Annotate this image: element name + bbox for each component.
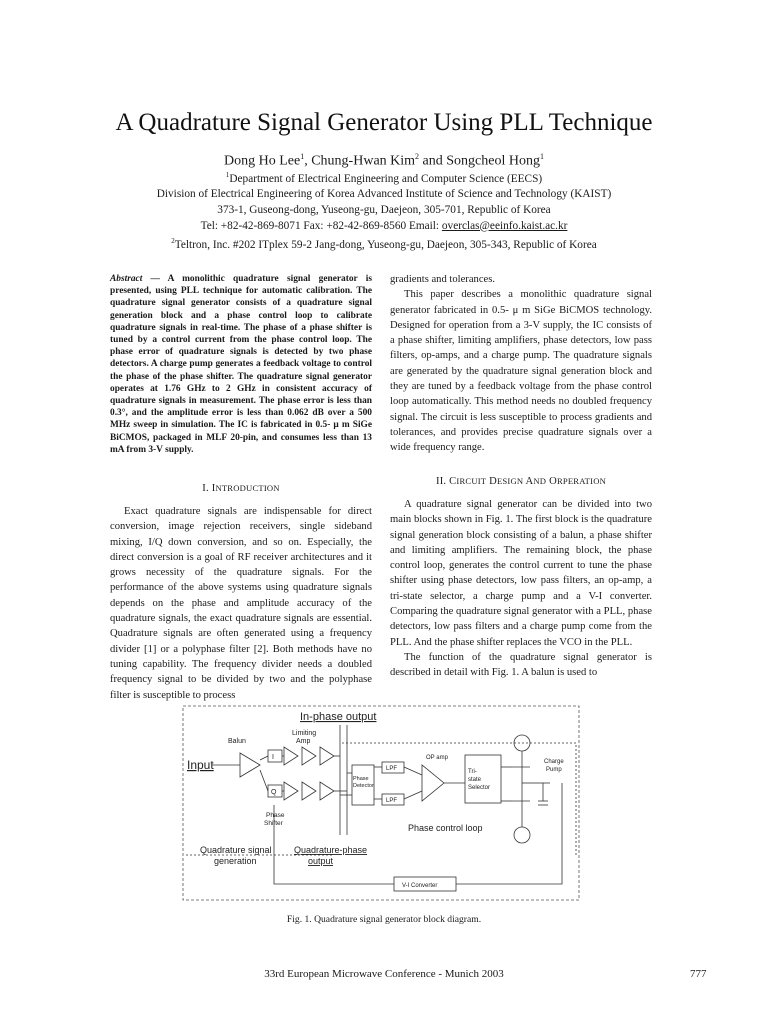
author-3: Songcheol Hong [446,153,540,169]
heading-smallcaps: RPERATION [556,476,607,486]
balun-label: Balun [228,738,246,745]
current-source-bottom [514,827,530,843]
abstract-lead: Abstract [110,274,143,284]
affiliation-contact [0,219,768,235]
block-diagram-svg [182,705,580,901]
author-3-affil: 1 [539,152,544,161]
circuit-design-paragraph-2: The function of the quadrature signal generator is described in detail with Fig. 1. A balun is used to [390,651,652,679]
author-sep: , [304,153,312,169]
page-number: 777 [690,968,707,980]
phase-control-loop-label: Phase control loop [408,823,483,833]
op-amp-label: OP amp [426,755,448,761]
author-and: and [419,153,447,169]
lpf-bottom-label: LPF [386,798,398,804]
circuit-design-paragraph-1: A quadrature signal generator can be divided into two main blocks shown in Fig. 1. The first block is the quadrature signal generation block consisting of a balun, a phase shifter and limiting amplifiers. The remaining block, the phase control loop, generates the control current to tune the phase shifter using phase detectors, low pass filters, an op-amp, a tri-state selector, a charge pump and a V-I converter. Comparing the quadrature signal generator with a PLL, phase detectors, low pass filters and a charge pump come from the PLL. And the phase shifter replaces the VCO in the PLL. [390,499,652,648]
section-heading-introduction [110,483,372,494]
phase-detector-label-2: Detector [353,783,374,789]
introduction-body [110,504,372,703]
tristate-label-1: Tri- [468,769,477,775]
author-1-affil: 1 [300,152,305,161]
continued-text: gradients and tolerances. [390,274,496,285]
affiliation-dept: Department of Electrical Engineering and Computer Science (EECS) [229,172,543,185]
section-heading-circuit-design [390,476,652,487]
input-label: Input [187,758,214,772]
page-footer: 33rd European Microwave Conference - Munich 2003 [264,968,504,980]
abstract [110,273,372,456]
heading-initial: A [525,476,534,487]
phase-detector-label-1: Phase [353,776,369,782]
affiliation-address: 373-1, Guseong-dong, Yuseong-gu, Daejeon, 305-701, Republic of Korea [217,203,551,216]
heading-smallcaps: NTRODUCTION [215,483,280,493]
i-label: I [272,754,274,761]
author-1: Dong Ho Lee [224,153,301,169]
generation-label-2: generation [214,856,257,866]
vi-converter-label: V-I Converter [402,883,438,889]
affil-2-marker: 2 [171,237,175,246]
phase-shifter-i-box [268,750,282,762]
abstract-text: A monolithic quadrature signal generator is presented, using PLL technique for automatic calibration. The quadrature signal generator consists of a quadrature signal generation block and a phase control loop to calibrate quadrature signals in real-time. The phase of a phase shifter is tuned by a control current from the phase control loop. The phase error of quadrature signals is detected by two phase detectors. A charge pump generates a feedback voltage to control the phase of the phase shifter. The quadrature signal generator operates at 1.76 GHz to 2 GHz in consistent accuracy of quadrature signals in measurement. The phase error is less than 0.3°, and the amplitude error is less than 0.062 dB over a 500 MHz sweep in simulation. The IC is fabricated in 0.5- μ m SiGe BiCMOS, packaged in MLF 20-pin, and consumes less than 13 mA from 3-V supply. [110,274,372,455]
right-column-intro [390,272,652,456]
paper-description-paragraph: This paper describes a monolithic quadrature signal generator fabricated in 0.5- μ m SiGe BiCMOS technology. Designed for operation from a 3-V supply, the IC consists of a phase shifter, limiting amplifiers, phase detectors, low pass filters, op-amps, and a charge pump. The quadrature signals are generated by the quadrature signal generation block and they are tuned by a feedback voltage from the phase control loop automatically. This method needs no doubled frequency signal. The circuit is less susceptible to process gradients and tolerances, and provides precise quadrature signals over a wide frequency range. [390,289,652,454]
affiliation-line-1 [0,168,768,187]
affiliation-line-2: Division of Electrical Engineering of Korea Advanced Institute of Science and Technology (KAIST) [156,188,612,201]
heading-smallcaps: ESIGN [496,476,524,486]
charge-pump-label-2: Pump [546,767,562,773]
author-2: Chung-Hwan Kim [311,153,416,169]
block-diagram-figure [182,705,580,901]
tristate-label-2: state [468,777,482,783]
quadrature-output-label-1: Quadrature-phase [294,845,368,855]
affiliation-line-5 [0,234,768,253]
contact-numbers: Tel: +82-42-869-8071 Fax: +82-42-869-8560 Email: [200,219,442,232]
affiliations [0,168,768,254]
paper-title: A Quadrature Signal Generator Using PLL Technique [115,109,653,136]
inphase-output-label: In-phase output [300,711,377,723]
lpf-top-label: LPF [386,766,398,772]
section-numeral: I. [202,483,212,494]
amp-label: Amp [296,738,311,745]
heading-smallcaps: ND [533,476,547,486]
introduction-paragraph: Exact quadrature signals are indispensable for direct conversion, image rejection receivers, single sideband mixing, I/Q down conversion, and so on. Especially, the direct conversion is a goal of RF receiver architectures and it grows necessity of the quadrature signals. For the performance of the above systems using quadrature signals depends on the phase and amplitude accuracy of the quadrature signals, the exact quadrature signals are essential. Quadrature signals are often generated using a frequency divider [1] or a polyphase filter [2]. Both methods have no tuning capability. The frequency divider needs a doubled frequency signal to be divided by two and the polyphase filter is susceptible to process [110,506,372,701]
circuit-design-body [390,497,652,681]
heading-initial: D [489,476,497,487]
quadrature-output-label-2: output [308,856,334,866]
heading-initial: O [549,476,557,487]
abstract-dash: — [142,274,168,284]
op-amp-symbol [422,765,444,801]
heading-initial: C [449,476,457,487]
email-link[interactable]: overclas@eeinfo.kaist.ac.kr [441,219,568,232]
balun-symbol [240,753,260,777]
generation-label-1: Quadrature signal [200,845,272,855]
author-2-affil: 2 [415,152,420,161]
section-numeral: II. [435,476,450,487]
limiting-label: Limiting [292,730,317,737]
affil-1-marker: 1 [225,171,230,179]
affiliation-company: Teltron, Inc. #202 ITplex 59-2 Jang-dong, Yuseong-gu, Daejeon, 305-343, Republic of Korea [174,238,597,251]
charge-pump-label-1: Charge [544,759,564,765]
heading-initial: I [211,483,216,494]
figure-caption: Fig. 1. Quadrature signal generator block diagram. [286,914,482,925]
phase-shifter-label-2: Shifter [264,820,283,827]
heading-smallcaps: IRCUIT [456,476,487,486]
q-label: Q [271,789,277,796]
tristate-label-3: Selector [468,785,491,791]
phase-shifter-label-1: Phase [266,812,285,819]
